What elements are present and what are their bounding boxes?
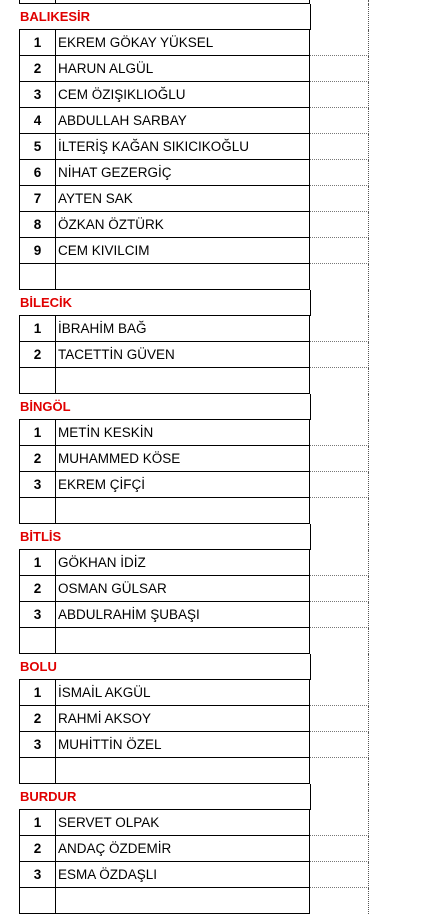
row-number[interactable]: 1	[19, 420, 56, 446]
extra-cell[interactable]	[310, 56, 369, 82]
province-header-row	[0, 524, 446, 550]
extra-cell[interactable]	[310, 862, 369, 888]
province-header-row	[0, 654, 446, 680]
row-number[interactable]: 9	[19, 238, 56, 264]
province-name[interactable]: BİLECİK	[20, 295, 72, 310]
blank-cell[interactable]	[56, 368, 310, 394]
member-row	[0, 108, 446, 134]
row-number[interactable]: 5	[19, 134, 56, 160]
blank-cell[interactable]	[56, 888, 310, 914]
extra-cell[interactable]	[310, 160, 369, 186]
member-name[interactable]: NİHAT GEZERGİÇ	[56, 160, 310, 186]
member-row	[0, 472, 446, 498]
blank-cell[interactable]	[19, 264, 56, 290]
blank-cell[interactable]	[310, 368, 369, 394]
extra-cell[interactable]	[310, 836, 369, 862]
province-header-row	[0, 290, 446, 316]
extra-cell[interactable]	[310, 810, 369, 836]
row-number[interactable]: 1	[19, 550, 56, 576]
member-name[interactable]: İLTERİŞ KAĞAN SIKICIKOĞLU	[56, 134, 310, 160]
member-name[interactable]: MUHİTTİN ÖZEL	[56, 732, 310, 758]
blank-cell[interactable]	[310, 264, 369, 290]
row-number[interactable]: 2	[19, 706, 56, 732]
extra-cell[interactable]	[310, 108, 369, 134]
member-name[interactable]: AYTEN SAK	[56, 186, 310, 212]
row-number[interactable]: 1	[19, 680, 56, 706]
row-number[interactable]: 3	[19, 82, 56, 108]
row-number[interactable]: 2	[19, 836, 56, 862]
row-number[interactable]: 3	[19, 732, 56, 758]
member-row	[0, 680, 446, 706]
member-row	[0, 186, 446, 212]
member-name[interactable]: ABDULLAH SARBAY	[56, 108, 310, 134]
member-name[interactable]: ÖZKAN ÖZTÜRK	[56, 212, 310, 238]
province-name[interactable]: BİTLİS	[20, 529, 62, 544]
member-row	[0, 420, 446, 446]
blank-cell[interactable]	[19, 758, 56, 784]
row-number[interactable]: 1	[19, 810, 56, 836]
blank-cell[interactable]	[310, 628, 369, 654]
row-number[interactable]: 8	[19, 212, 56, 238]
province-name[interactable]: BALIKESİR	[20, 9, 91, 24]
province-name[interactable]: BURDUR	[20, 789, 77, 804]
member-row	[0, 238, 446, 264]
member-row	[0, 732, 446, 758]
blank-row	[0, 498, 446, 524]
blank-cell[interactable]	[19, 628, 56, 654]
blank-cell[interactable]	[19, 368, 56, 394]
member-row	[0, 836, 446, 862]
member-name[interactable]: ABDULRAHİM ŞUBAŞI	[56, 602, 310, 628]
row-number[interactable]: 6	[19, 160, 56, 186]
blank-cell[interactable]	[19, 888, 56, 914]
blank-cell[interactable]	[56, 758, 310, 784]
row-number[interactable]: 1	[19, 30, 56, 56]
member-row	[0, 576, 446, 602]
blank-row	[0, 368, 446, 394]
extra-cell[interactable]	[310, 654, 369, 680]
member-row	[0, 810, 446, 836]
extra-cell[interactable]	[310, 30, 369, 56]
blank-row	[0, 628, 446, 654]
blank-row	[0, 758, 446, 784]
row-number[interactable]: 2	[19, 342, 56, 368]
row-number[interactable]: 3	[19, 862, 56, 888]
extra-cell[interactable]	[310, 212, 369, 238]
member-row	[0, 550, 446, 576]
member-row	[0, 316, 446, 342]
extra-cell[interactable]	[310, 290, 369, 316]
extra-cell[interactable]	[310, 732, 369, 758]
blank-cell[interactable]	[56, 628, 310, 654]
member-name[interactable]: METİN KESKİN	[56, 420, 310, 446]
member-name[interactable]: ESMA ÖZDAŞLI	[56, 862, 310, 888]
member-name[interactable]: OSMAN GÜLSAR	[56, 576, 310, 602]
row-number[interactable]: 2	[19, 576, 56, 602]
blank-row	[0, 264, 446, 290]
member-row	[0, 342, 446, 368]
row-number[interactable]: 3	[19, 602, 56, 628]
row-number[interactable]: 7	[19, 186, 56, 212]
row-number[interactable]: 1	[19, 316, 56, 342]
extra-cell[interactable]	[310, 524, 369, 550]
extra-cell[interactable]	[310, 238, 369, 264]
blank-cell[interactable]	[56, 498, 310, 524]
extra-cell[interactable]	[310, 784, 369, 810]
blank-cell[interactable]	[310, 498, 369, 524]
blank-cell[interactable]	[56, 264, 310, 290]
extra-cell[interactable]	[310, 316, 369, 342]
member-name[interactable]: CEM ÖZIŞIKLIOĞLU	[56, 82, 310, 108]
extra-cell[interactable]	[310, 4, 369, 30]
province-name[interactable]: BOLU	[20, 659, 57, 674]
extra-cell[interactable]	[310, 394, 369, 420]
extra-cell[interactable]	[310, 420, 369, 446]
member-row	[0, 82, 446, 108]
member-row	[0, 862, 446, 888]
member-row	[0, 30, 446, 56]
province-name[interactable]: BİNGÖL	[20, 399, 71, 414]
blank-cell[interactable]	[19, 498, 56, 524]
member-row	[0, 446, 446, 472]
extra-cell[interactable]	[310, 576, 369, 602]
row-number[interactable]: 4	[19, 108, 56, 134]
member-row	[0, 134, 446, 160]
member-name[interactable]: İBRAHİM BAĞ	[56, 316, 310, 342]
province-header-row	[0, 4, 446, 30]
province-header-row	[0, 394, 446, 420]
member-name[interactable]: İSMAİL AKGÜL	[56, 680, 310, 706]
member-row	[0, 56, 446, 82]
extra-cell[interactable]	[310, 134, 369, 160]
blank-cell[interactable]	[310, 758, 369, 784]
member-name[interactable]: CEM KIVILCIM	[56, 238, 310, 264]
blank-row	[0, 888, 446, 914]
extra-cell[interactable]	[310, 186, 369, 212]
province-header-row	[0, 784, 446, 810]
extra-cell[interactable]	[310, 446, 369, 472]
extra-cell[interactable]	[310, 472, 369, 498]
extra-cell[interactable]	[310, 602, 369, 628]
row-number[interactable]: 3	[19, 472, 56, 498]
blank-cell[interactable]	[310, 888, 369, 914]
member-row	[0, 160, 446, 186]
member-name[interactable]: EKREM GÖKAY YÜKSEL	[56, 30, 310, 56]
extra-cell[interactable]	[310, 82, 369, 108]
extra-cell[interactable]	[310, 550, 369, 576]
member-row	[0, 212, 446, 238]
row-number[interactable]: 2	[19, 56, 56, 82]
row-number[interactable]: 2	[19, 446, 56, 472]
member-name[interactable]: EKREM ÇİFÇİ	[56, 472, 310, 498]
extra-cell[interactable]	[310, 342, 369, 368]
member-name[interactable]: SERVET OLPAK	[56, 810, 310, 836]
extra-cell[interactable]	[310, 680, 369, 706]
extra-cell[interactable]	[310, 706, 369, 732]
member-name[interactable]: TACETTİN GÜVEN	[56, 342, 310, 368]
member-name[interactable]: HARUN ALGÜL	[56, 56, 310, 82]
member-name[interactable]: RAHMİ AKSOY	[56, 706, 310, 732]
member-name[interactable]: ANDAÇ ÖZDEMİR	[56, 836, 310, 862]
member-name[interactable]: GÖKHAN İDİZ	[56, 550, 310, 576]
member-row	[0, 706, 446, 732]
member-name[interactable]: MUHAMMED KÖSE	[56, 446, 310, 472]
member-row	[0, 602, 446, 628]
